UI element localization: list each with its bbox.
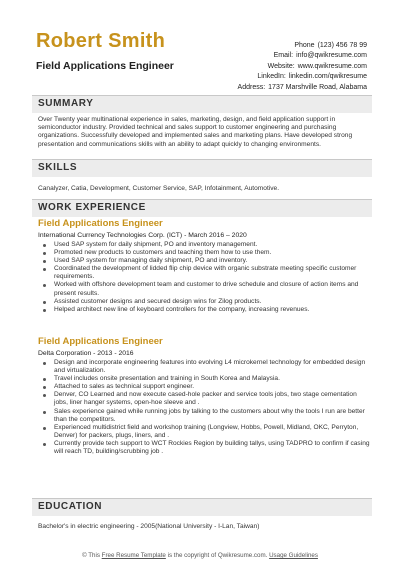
contact-value[interactable]: linkedin.com/qwikresume xyxy=(288,73,367,81)
list-item: Denver, CO Learned and now execute cased-hole packer and service tools jobs, two stage cementation jobs, liner hanger systems, open-hoe sleeve and . xyxy=(38,391,370,407)
contact-block xyxy=(238,41,367,93)
contact-label: Phone xyxy=(294,42,315,49)
job-bullets xyxy=(38,241,370,314)
job-title: Field Applications Engineer xyxy=(38,336,163,347)
contact-value[interactable]: info@qwikresume.com xyxy=(296,52,367,60)
contact-value: 1737 Marshville Road, Alabama xyxy=(268,83,367,91)
experience-section-header xyxy=(32,199,372,217)
job-company: Delta Corporation - 2013 - 2016 xyxy=(38,350,134,357)
footer-prefix: © This xyxy=(82,552,100,559)
education-text: Bachelor's in electric engineering - 2005(National University - I-Lan, Taiwan) xyxy=(38,523,260,530)
job-title: Field Applications Engineer xyxy=(38,218,163,229)
list-item: Assisted customer designs and secured design wins for Zilog products. xyxy=(38,298,370,306)
list-item: Attached to sales as technical support engineer. xyxy=(38,383,370,391)
job-company: International Currency Technologies Corp. (ICT) - March 2016 – 2020 xyxy=(38,232,247,239)
contact-value: (123) 456 78 99 xyxy=(317,42,367,49)
contact-address xyxy=(238,83,367,93)
list-item: Worked with offshore development team and customer to drive schedule and closure of action items and present results. xyxy=(38,281,370,297)
contact-email xyxy=(238,51,367,61)
summary-text: Over Twenty year multinational experience in sales, marketing, design, and field application support in semiconductor industry. Provided technical and sales support to customer engineering and purchasing organizations. Successfully developed and implemented sales and marketing plans. Have developed strong presentation and communications skills with an ability to adapt quickly to changing environments. xyxy=(38,116,353,148)
job-bullets xyxy=(38,359,370,456)
contact-label: Email: xyxy=(273,52,294,60)
contact-value[interactable]: www.qwikresume.com xyxy=(297,62,367,70)
summary-section-header xyxy=(32,95,372,113)
resume-header xyxy=(0,0,400,91)
section-heading: SKILLS xyxy=(38,162,78,173)
list-item: Promoted new products to customers and teaching them how to use them. xyxy=(38,249,370,257)
list-item: Used SAP system for managing daily shipment, PO and inventory. xyxy=(38,257,370,265)
list-item: Sales experience gained while running jobs by talking to the customers about why the tools I run are better than the competitors. xyxy=(38,408,370,424)
list-item: Travel includes onsite presentation and training in South Korea and Malaysia. xyxy=(38,375,370,383)
footer-middle: is the copyright of Qwikresume.com. xyxy=(167,552,268,559)
candidate-name: Robert Smith xyxy=(36,30,166,52)
copyright-footer xyxy=(0,552,400,559)
list-item: Experienced multidistrict field and workshop training (Longview, Hobbs, Powell, Midland, OKC, Perryton, Denver) for packers, plugs, liners, and . xyxy=(38,424,370,440)
section-heading: EDUCATION xyxy=(38,501,103,512)
section-heading: WORK EXPERIENCE xyxy=(38,202,146,213)
contact-phone xyxy=(238,41,367,51)
usage-guidelines-link[interactable]: Usage Guidelines xyxy=(269,552,318,559)
candidate-title: Field Applications Engineer xyxy=(36,60,174,72)
education-section-header xyxy=(32,498,372,516)
list-item: Helped architect new line of keyboard controllers for the company, increasing revenues. xyxy=(38,306,370,314)
contact-label: LinkedIn: xyxy=(257,73,286,81)
contact-label: Address: xyxy=(237,83,266,91)
contact-linkedin xyxy=(238,72,367,82)
contact-website xyxy=(238,62,367,72)
skills-text: Canalyzer, Catia, Development, Customer Service, SAP, Infotainment, Automotive. xyxy=(38,185,280,192)
list-item: Design and incorporate engineering features into evolving L4 microkernel technology for embedded design and virtualization. xyxy=(38,359,370,375)
skills-section-header xyxy=(32,159,372,177)
list-item: Used SAP system for daily shipment, PO and inventory management. xyxy=(38,241,370,249)
list-item: Currently provide tech support to WCT Rockies Region by building tallys, using TADPRO to confirm if casing will reach TD, building/scrubbing job . xyxy=(38,440,370,456)
free-resume-template-link[interactable]: Free Resume Template xyxy=(101,552,166,559)
section-heading: SUMMARY xyxy=(38,98,94,109)
list-item: Coordinated the development of lidded flip chip device with organic substrate meeting specific customer requirements. xyxy=(38,265,370,281)
contact-label: Website: xyxy=(267,62,295,70)
